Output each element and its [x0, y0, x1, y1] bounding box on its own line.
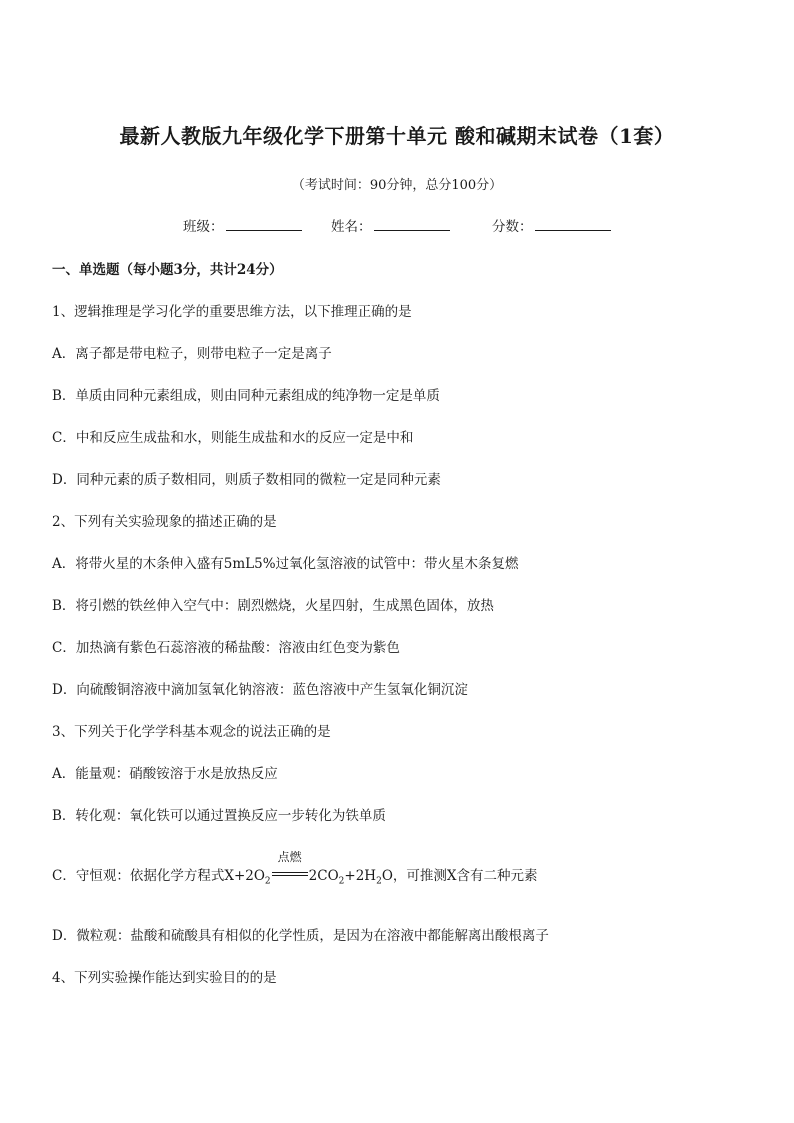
- exam-duration: （考试时间：90分钟，总分100分）: [291, 178, 503, 193]
- question-stem: 2、下列有关实验现象的描述正确的是: [52, 514, 277, 530]
- name-label: 姓名：: [331, 219, 372, 235]
- section-heading: 一、单选题（每小题3分，共计24分）: [52, 262, 283, 278]
- option-a: A．将带火星的木条伸入盛有5mL5%过氧化氢溶液的试管中：带火星木条复燃: [52, 556, 519, 572]
- subscript: 2: [264, 876, 271, 887]
- option-d: D．向硫酸铜溶液中滴加氢氧化钠溶液：蓝色溶液中产生氢氧化铜沉淀: [52, 682, 468, 698]
- score-label: 分数：: [492, 219, 533, 235]
- option-c: [52, 850, 538, 887]
- name-field: [331, 215, 450, 235]
- score-field: [492, 215, 611, 235]
- option-b: B．单质由同种元素组成，则由同种元素组成的纯净物一定是单质: [52, 388, 440, 404]
- option-c-prefix: C．守恒观：依据化学方程式X+2O: [52, 868, 265, 884]
- name-blank: [374, 218, 450, 231]
- subscript: 2: [338, 876, 345, 887]
- option-a: A．离子都是带电粒子，则带电粒子一定是离子: [52, 346, 332, 362]
- option-d: D．微粒观：盐酸和硫酸具有相似的化学性质，是因为在溶液中都能解离出酸根离子: [52, 928, 549, 944]
- option-c: C．加热滴有紫色石蕊溶液的稀盐酸：溶液由红色变为紫色: [52, 640, 400, 656]
- score-blank: [535, 218, 611, 231]
- page-title: 最新人教版九年级化学下册第十单元 酸和碱期末试卷（1套）: [119, 124, 675, 148]
- class-label: 班级：: [183, 219, 224, 235]
- subscript: 2: [376, 876, 382, 887]
- condition-label: 点燃: [277, 850, 302, 864]
- option-a: A．能量观：硝酸铵溶于水是放热反应: [52, 766, 278, 782]
- class-field: [183, 215, 302, 235]
- question-stem: 4、下列实验操作能达到实验目的的是: [52, 970, 277, 986]
- reaction-condition: [272, 850, 308, 884]
- question-stem: 1、逻辑推理是学习化学的重要思维方法，以下推理正确的是: [52, 304, 412, 320]
- option-d: D．同种元素的质子数相同，则质子数相同的微粒一定是同种元素: [52, 472, 441, 488]
- product-co2: 2CO: [308, 868, 339, 884]
- option-c: C．中和反应生成盐和水，则能生成盐和水的反应一定是中和: [52, 430, 414, 446]
- option-c-suffix: O，可推测X含有二种元素: [381, 868, 538, 884]
- product-h2o: +2H: [344, 868, 377, 884]
- option-b: B．转化观：氧化铁可以通过置换反应一步转化为铁单质: [52, 808, 386, 824]
- question-stem: 3、下列关于化学学科基本观念的说法正确的是: [52, 724, 331, 740]
- option-b: B．将引燃的铁丝伸入空气中：剧烈燃烧，火星四射，生成黑色固体，放热: [52, 598, 494, 614]
- class-blank: [226, 218, 302, 231]
